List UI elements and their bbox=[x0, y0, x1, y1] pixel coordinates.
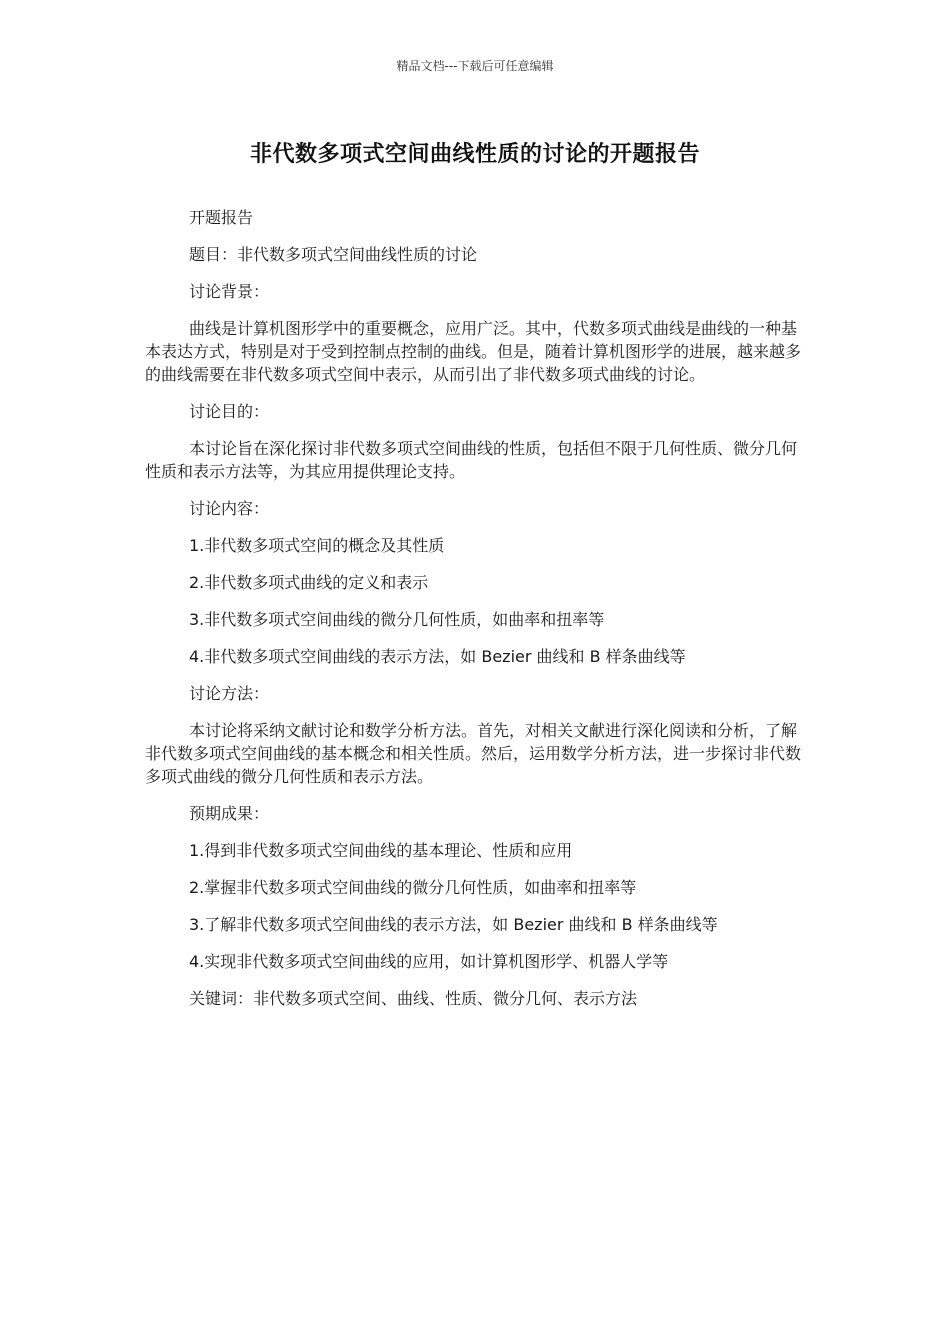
paragraph-background: 曲线是计算机图形学中的重要概念，应用广泛。其中，代数多项式曲线是曲线的一种基本表达方式，特别是对于受到控制点控制的曲线。但是，随着计算机图形学的进展，越来越多的曲线需要在非代数多项式空间中表示，从而引出了非代数多项式曲线的讨论。 bbox=[145, 319, 802, 384]
result-item: 2.掌握非代数多项式空间曲线的微分几何性质，如曲率和扭率等 bbox=[189, 878, 637, 897]
result-item: 1.得到非代数多项式空间曲线的基本理论、性质和应用 bbox=[189, 841, 573, 860]
content-item: 3.非代数多项式空间曲线的微分几何性质，如曲率和扭率等 bbox=[189, 610, 605, 629]
paragraph-keywords: 关键词：非代数多项式空间、曲线、性质、微分几何、表示方法 bbox=[189, 989, 638, 1008]
heading-content: 讨论内容： bbox=[189, 499, 270, 518]
document-body bbox=[145, 206, 810, 1024]
content-item: 4.非代数多项式空间曲线的表示方法，如 Bezier 曲线和 B 样条曲线等 bbox=[189, 647, 686, 666]
page-header: 精品文档---下载后可任意编辑 bbox=[396, 59, 554, 73]
heading-background: 讨论背景： bbox=[189, 282, 270, 301]
content-item: 1.非代数多项式空间的概念及其性质 bbox=[189, 536, 445, 555]
result-item: 3.了解非代数多项式空间曲线的表示方法，如 Bezier 曲线和 B 样条曲线等 bbox=[189, 915, 718, 934]
content-item: 2.非代数多项式曲线的定义和表示 bbox=[189, 573, 429, 592]
paragraph-topic: 题目：非代数多项式空间曲线性质的讨论 bbox=[189, 245, 478, 264]
result-item: 4.实现非代数多项式空间曲线的应用，如计算机图形学、机器人学等 bbox=[189, 952, 669, 971]
heading-purpose: 讨论目的： bbox=[189, 402, 270, 421]
paragraph-report-label: 开题报告 bbox=[189, 208, 254, 227]
heading-expected-results: 预期成果： bbox=[189, 804, 270, 823]
paragraph-method: 本讨论将采纳文献讨论和数学分析方法。首先，对相关文献进行深化阅读和分析，了解非代数多项式空间曲线的基本概念和相关性质。然后，运用数学分析方法，进一步探讨非代数多项式曲线的微分几何性质和表示方法。 bbox=[145, 721, 802, 786]
document-title: 非代数多项式空间曲线性质的讨论的开题报告 bbox=[249, 142, 700, 167]
paragraph-purpose: 本讨论旨在深化探讨非代数多项式空间曲线的性质，包括但不限于几何性质、微分几何性质和表示方法等，为其应用提供理论支持。 bbox=[145, 439, 798, 481]
heading-method: 讨论方法： bbox=[189, 684, 270, 703]
